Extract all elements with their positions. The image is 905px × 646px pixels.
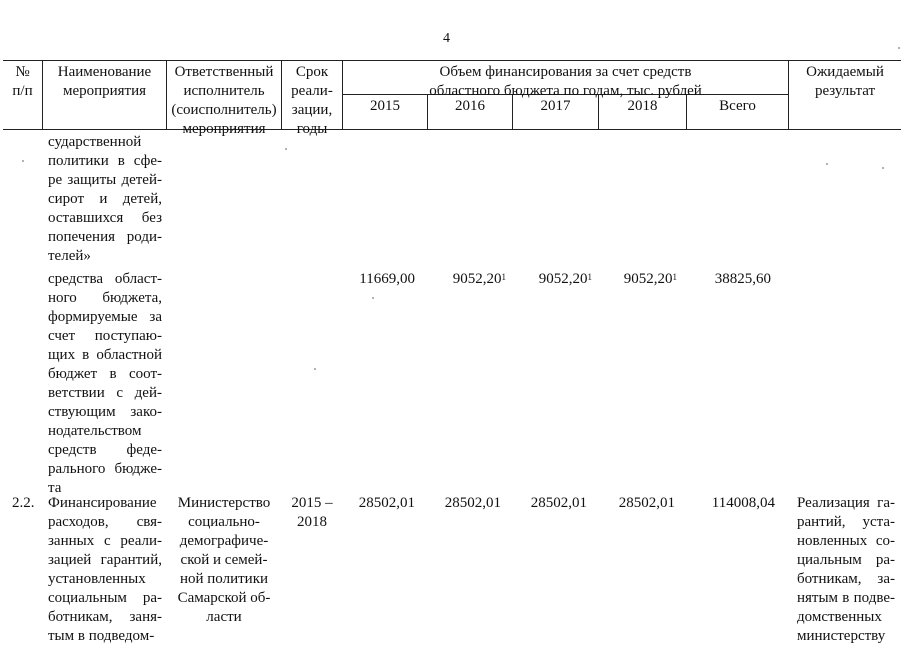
header-term: Срок реали- зации, годы: [291, 64, 333, 137]
header-bottom-border: [3, 129, 901, 130]
row-executor: Министерство социально-демографиче-ской и семей-ной политики Самарской об-ласти: [177, 495, 271, 625]
header-result: Ожидаемый результат: [806, 64, 884, 99]
scan-speck: [898, 47, 900, 49]
row-result: Реализация га-рантий, уста-новленных со-циальным ра-ботникам, за-нятым в подве-домственных министерству: [797, 495, 895, 644]
row-value-2017: 28502,01: [530, 495, 587, 511]
row-value-2017: 9052,20$^1$: [538, 271, 592, 287]
scan-speck: [882, 167, 884, 169]
header-year-2018: 2018: [627, 98, 658, 114]
row-value-2016: 9052,20$^1$: [452, 271, 506, 287]
header-total: Всего: [719, 98, 756, 114]
row-total: 38825,60: [714, 271, 771, 287]
footnote-mark: 1: [501, 272, 506, 282]
footnote-mark: 1: [672, 272, 677, 282]
scan-speck: [285, 148, 287, 150]
header-num: № п/п: [12, 64, 33, 99]
row-value-2016: 28502,01: [444, 495, 501, 511]
row-value-2015: 11669,00: [359, 271, 415, 287]
scan-speck: [826, 163, 828, 165]
row-name: средства област-ного бюджета, формируемые за счет поступаю-щих в областной бюджет в соот-ветствии с дей-ствующим зако-нодательством средств феде-рального бюдже-та: [48, 271, 162, 496]
scan-speck: [22, 160, 24, 162]
row-name: Финансирование расходов, свя-занных с реали-зацией гарантий, установленных социальным ра-ботникам, заня-тым в подведом-: [48, 495, 162, 644]
row-term: 2015 – 2018: [291, 495, 333, 530]
row-total: 114008,04: [711, 495, 775, 511]
header-year-2015: 2015: [370, 98, 400, 114]
row-num: 2.2.: [12, 495, 35, 511]
page-number: 4: [443, 31, 450, 46]
row-value-2018: 9052,20$^1$: [623, 271, 677, 287]
scan-speck: [314, 368, 316, 370]
header-name: Наименование мероприятия: [57, 64, 152, 99]
header-executor: Ответственный исполнитель (соисполнитель) мероприятия: [171, 64, 277, 137]
header-year-2016: 2016: [455, 98, 485, 114]
header-funding: Объем финансирования за счет средств областного бюджета по годам, тыс. рублей: [429, 64, 702, 99]
row-name: сударственной политики в сфе-ре защиты детей-сирот и детей, оставшихся без попечения роди-телей»: [48, 134, 162, 264]
scan-speck: [372, 297, 374, 299]
row-value-2015: 28502,01: [358, 495, 415, 511]
row-value-2018: 28502,01: [618, 495, 675, 511]
header-year-2017: 2017: [540, 98, 571, 114]
footnote-mark: 1: [587, 272, 592, 282]
header-top-border: [3, 60, 901, 61]
